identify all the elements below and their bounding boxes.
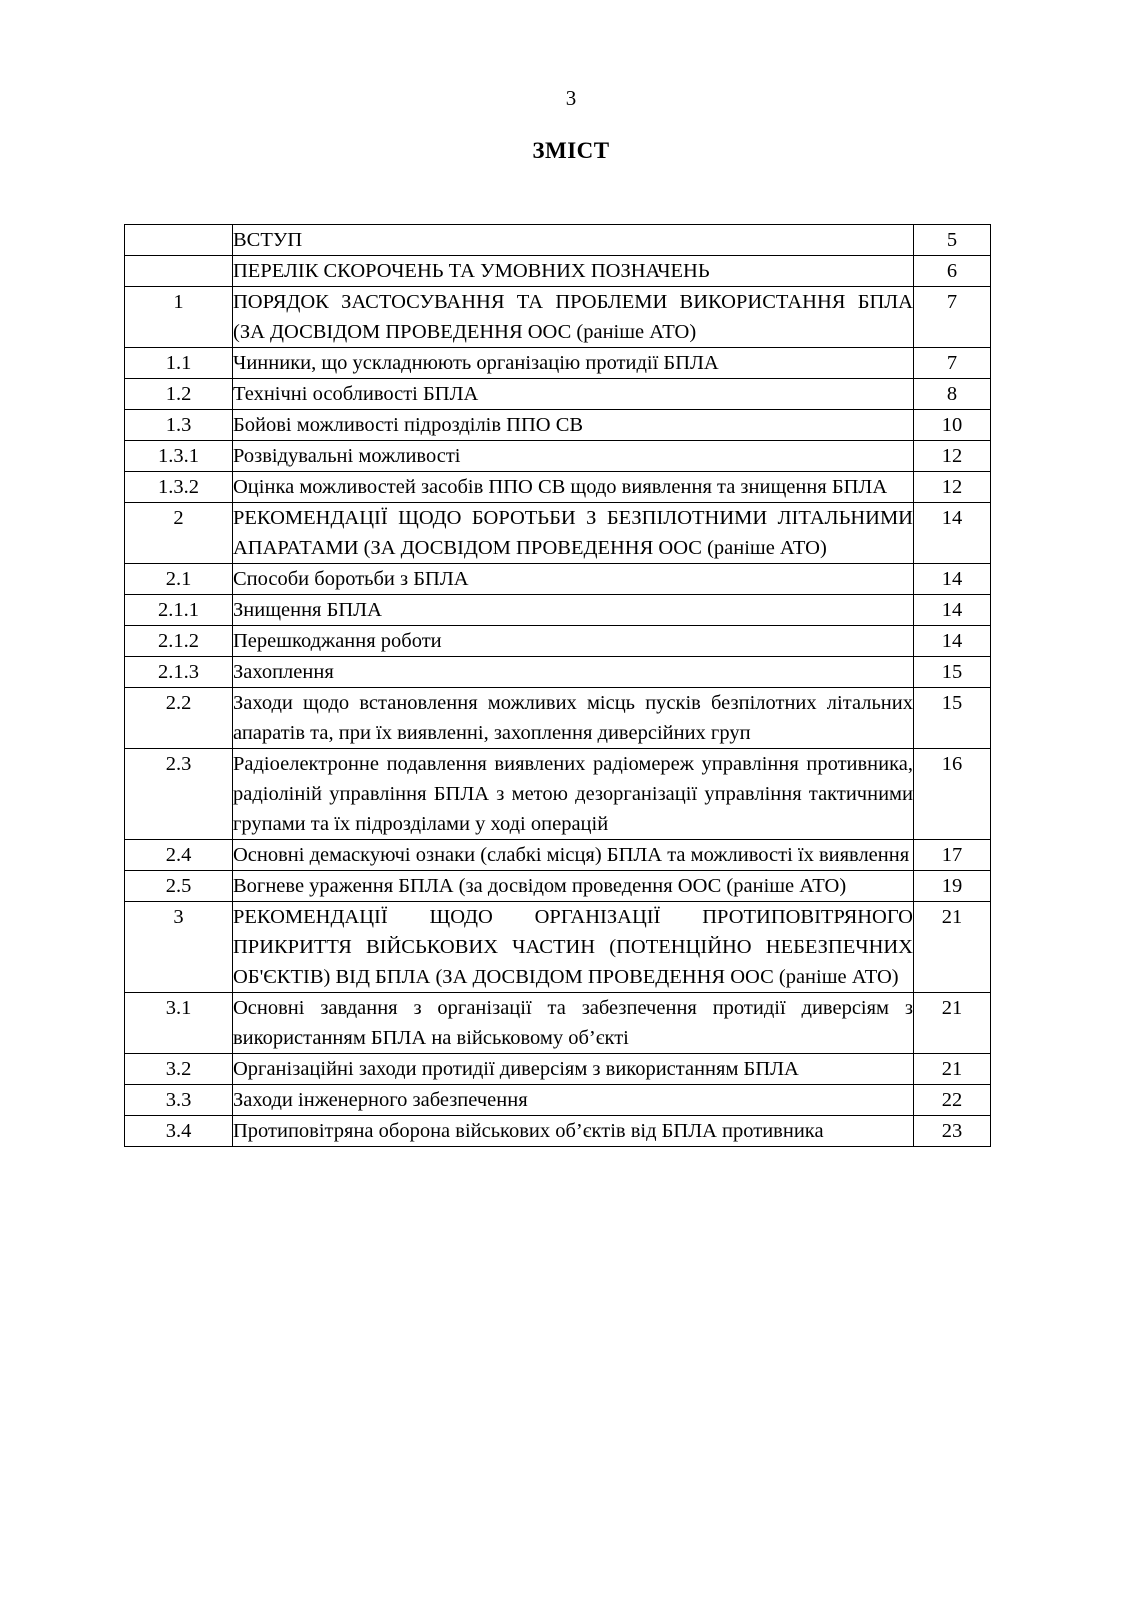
toc-entry-title[interactable]: Захоплення	[233, 657, 914, 688]
table-row	[125, 626, 991, 657]
toc-entry-title[interactable]: Радіоелектронне подавлення виявлених радіомереж управління противника, радіоліній управління БПЛА з метою дезорганізації управління тактичними групами та їх підрозділами у ході операцій	[233, 749, 914, 840]
table-row	[125, 564, 991, 595]
toc-entry-title[interactable]: Розвідувальні можливості	[233, 441, 914, 472]
page-number: 3	[565, 86, 577, 110]
toc-entry-title[interactable]: Заходи інженерного забезпечення	[233, 1085, 914, 1116]
toc-entry-title[interactable]: Знищення БПЛА	[233, 595, 914, 626]
toc-page-number: 12	[914, 472, 991, 503]
toc-entry-title[interactable]: Бойові можливості підрозділів ППО СВ	[233, 410, 914, 441]
table-row	[125, 348, 991, 379]
toc-page-number: 21	[914, 902, 991, 993]
table-row	[125, 749, 991, 840]
toc-entry-title[interactable]: ПЕРЕЛІК СКОРОЧЕНЬ ТА УМОВНИХ ПОЗНАЧЕНЬ	[233, 256, 914, 287]
toc-page-number: 19	[914, 871, 991, 902]
table-row	[125, 595, 991, 626]
toc-page-number: 22	[914, 1085, 991, 1116]
toc-page-number: 15	[914, 688, 991, 749]
toc-entry-title[interactable]: Оцінка можливостей засобів ППО СВ щодо виявлення та знищення БПЛА	[233, 472, 914, 503]
toc-entry-title[interactable]: Технічні особливості БПЛА	[233, 379, 914, 410]
table-row	[125, 472, 991, 503]
toc-section-number: 1.2	[125, 379, 233, 410]
toc-entry-title[interactable]: Заходи щодо встановлення можливих місць пусків безпілотних літальних апаратів та, при їх виявленні, захоплення диверсійних груп	[233, 688, 914, 749]
table-row	[125, 256, 991, 287]
toc-page-number: 15	[914, 657, 991, 688]
toc-page-number: 5	[914, 225, 991, 256]
toc-section-number: 2.4	[125, 840, 233, 871]
toc-page-number: 23	[914, 1116, 991, 1147]
toc-section-number: 1	[125, 287, 233, 348]
toc-page-number: 17	[914, 840, 991, 871]
toc-entry-title[interactable]: ПОРЯДОК ЗАСТОСУВАННЯ ТА ПРОБЛЕМИ ВИКОРИСТАННЯ БПЛА (ЗА ДОСВІДОМ ПРОВЕДЕННЯ ООС (раніше АТО)	[233, 287, 914, 348]
table-row	[125, 441, 991, 472]
table-row	[125, 503, 991, 564]
table-row	[125, 225, 991, 256]
toc-section-number: 2.1.2	[125, 626, 233, 657]
toc-section-number: 2.5	[125, 871, 233, 902]
toc-entry-title[interactable]: Основні завдання з організації та забезпечення протидії диверсіям з використанням БПЛА на військовому об’єкті	[233, 993, 914, 1054]
table-row	[125, 1116, 991, 1147]
toc-page-number: 14	[914, 503, 991, 564]
toc-page-number: 6	[914, 256, 991, 287]
toc-entry-title[interactable]: Основні демаскуючі ознаки (слабкі місця) БПЛА та можливості їх виявлення	[233, 840, 914, 871]
table-row	[125, 840, 991, 871]
page-title: ЗМІСТ	[532, 138, 610, 163]
toc-section-number: 2.3	[125, 749, 233, 840]
toc-section-number: 2.1.1	[125, 595, 233, 626]
toc-entry-title[interactable]: Організаційні заходи протидії диверсіям з використанням БПЛА	[233, 1054, 914, 1085]
table-row	[125, 871, 991, 902]
toc-section-number	[125, 256, 233, 287]
toc-page-number: 12	[914, 441, 991, 472]
table-row	[125, 379, 991, 410]
toc-page-number: 7	[914, 287, 991, 348]
table-row	[125, 1054, 991, 1085]
toc-section-number: 2.1.3	[125, 657, 233, 688]
table-row	[125, 1085, 991, 1116]
toc-entry-title[interactable]: Чинники, що ускладнюють організацію протидії БПЛА	[233, 348, 914, 379]
toc-section-number: 3.1	[125, 993, 233, 1054]
toc-section-number: 1.1	[125, 348, 233, 379]
toc-section-number	[125, 225, 233, 256]
toc-section-number: 3.2	[125, 1054, 233, 1085]
toc-page-number: 14	[914, 595, 991, 626]
toc-entry-title[interactable]: РЕКОМЕНДАЦІЇ ЩОДО ОРГАНІЗАЦІЇ ПРОТИПОВІТРЯНОГО ПРИКРИТТЯ ВІЙСЬКОВИХ ЧАСТИН (ПОТЕНЦІЙНО НЕБЕЗПЕЧНИХ ОБ'ЄКТІВ) ВІД БПЛА (ЗА ДОСВІДОМ ПРОВЕДЕННЯ ООС (раніше АТО)	[233, 902, 914, 993]
toc-section-number: 2	[125, 503, 233, 564]
table-row	[125, 410, 991, 441]
table-row	[125, 287, 991, 348]
toc-entry-title[interactable]: Протиповітряна оборона військових об’єктів від БПЛА противника	[233, 1116, 914, 1147]
table-row	[125, 657, 991, 688]
table-of-contents	[124, 224, 991, 1147]
toc-page-number: 8	[914, 379, 991, 410]
toc-section-number: 3	[125, 902, 233, 993]
toc-entry-title[interactable]: РЕКОМЕНДАЦІЇ ЩОДО БОРОТЬБИ З БЕЗПІЛОТНИМИ ЛІТАЛЬНИМИ АПАРАТАМИ (ЗА ДОСВІДОМ ПРОВЕДЕННЯ ООС (раніше АТО)	[233, 503, 914, 564]
toc-section-number: 1.3.1	[125, 441, 233, 472]
toc-body	[125, 225, 991, 1147]
toc-section-number: 1.3.2	[125, 472, 233, 503]
toc-page-number: 16	[914, 749, 991, 840]
toc-page-number: 21	[914, 1054, 991, 1085]
toc-section-number: 3.3	[125, 1085, 233, 1116]
toc-page-number: 7	[914, 348, 991, 379]
toc-section-number: 1.3	[125, 410, 233, 441]
toc-entry-title[interactable]: Вогневе ураження БПЛА (за досвідом проведення ООС (раніше АТО)	[233, 871, 914, 902]
table-row	[125, 993, 991, 1054]
toc-section-number: 3.4	[125, 1116, 233, 1147]
toc-entry-title[interactable]: ВСТУП	[233, 225, 914, 256]
table-row	[125, 688, 991, 749]
toc-page-number: 10	[914, 410, 991, 441]
toc-page-number: 14	[914, 564, 991, 595]
toc-page-number: 14	[914, 626, 991, 657]
toc-entry-title[interactable]: Перешкоджання роботи	[233, 626, 914, 657]
toc-section-number: 2.2	[125, 688, 233, 749]
toc-entry-title[interactable]: Способи боротьби з БПЛА	[233, 564, 914, 595]
toc-section-number: 2.1	[125, 564, 233, 595]
table-row	[125, 902, 991, 993]
toc-page-number: 21	[914, 993, 991, 1054]
